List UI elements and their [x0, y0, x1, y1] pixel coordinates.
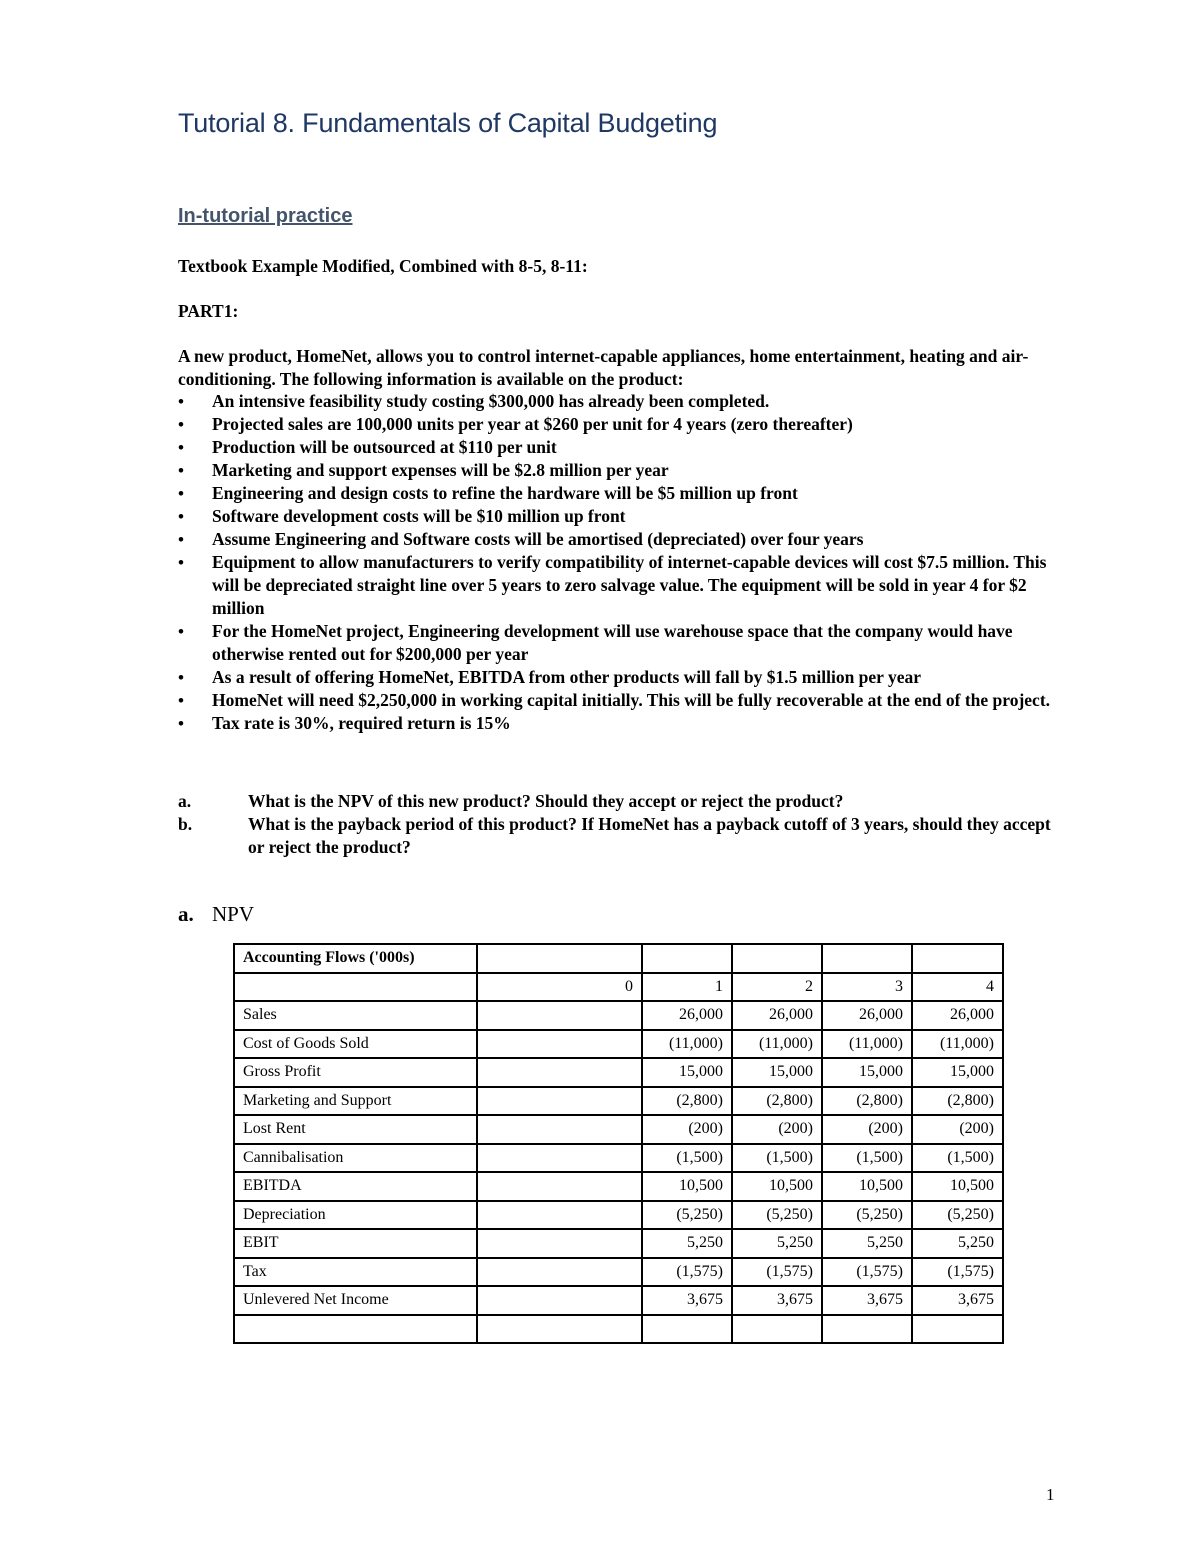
value-cell: (1,500)	[912, 1144, 1003, 1173]
table-cell	[234, 973, 477, 1002]
value-cell: 5,250	[822, 1229, 912, 1258]
value-cell: 15,000	[642, 1058, 732, 1087]
question-a	[178, 790, 1068, 813]
table-row	[234, 1001, 1003, 1030]
section-subheading: In-tutorial practice	[178, 205, 353, 227]
table-year-row	[234, 973, 1003, 1002]
list-item: • Marketing and support expenses will be $2.8 million per year	[178, 459, 1068, 482]
table-cell	[822, 944, 912, 973]
value-cell	[477, 1201, 642, 1230]
table-row	[234, 1229, 1003, 1258]
question-b	[178, 813, 1068, 859]
row-label-cell	[234, 1315, 477, 1344]
value-cell: (1,575)	[822, 1258, 912, 1287]
value-cell: (1,500)	[642, 1144, 732, 1173]
list-item: • As a result of offering HomeNet, EBITDA from other products will fall by $1.5 million per year	[178, 666, 1068, 689]
year-cell: 4	[912, 973, 1003, 1002]
table-row	[234, 1030, 1003, 1059]
value-cell: (2,800)	[822, 1087, 912, 1116]
value-cell: (5,250)	[732, 1201, 822, 1230]
value-cell: (11,000)	[732, 1030, 822, 1059]
value-cell: (1,575)	[642, 1258, 732, 1287]
year-cell: 1	[642, 973, 732, 1002]
table-cell	[642, 944, 732, 973]
table-row	[234, 1315, 1003, 1344]
value-cell: 5,250	[642, 1229, 732, 1258]
value-cell: 15,000	[822, 1058, 912, 1087]
value-cell	[477, 1286, 642, 1315]
list-item: • Projected sales are 100,000 units per year at $260 per unit for 4 years (zero thereafter)	[178, 413, 1068, 436]
value-cell: 26,000	[732, 1001, 822, 1030]
value-cell: 26,000	[912, 1001, 1003, 1030]
value-cell: (5,250)	[912, 1201, 1003, 1230]
value-cell	[822, 1315, 912, 1344]
question-text: What is the NPV of this new product? Should they accept or reject the product?	[248, 791, 844, 811]
value-cell	[477, 1144, 642, 1173]
value-cell: (2,800)	[732, 1087, 822, 1116]
value-cell: 10,500	[732, 1172, 822, 1201]
list-item: • HomeNet will need $2,250,000 in working capital initially. This will be fully recoverable at the end of the project.	[178, 689, 1068, 712]
value-cell: (5,250)	[642, 1201, 732, 1230]
table-cell	[732, 944, 822, 973]
row-label-cell: Unlevered Net Income	[234, 1286, 477, 1315]
value-cell: 26,000	[642, 1001, 732, 1030]
row-label-cell: EBIT	[234, 1229, 477, 1258]
value-cell: 5,250	[732, 1229, 822, 1258]
row-label-cell: Gross Profit	[234, 1058, 477, 1087]
value-cell: 10,500	[912, 1172, 1003, 1201]
value-cell: 3,675	[912, 1286, 1003, 1315]
value-cell	[477, 1229, 642, 1258]
question-label: b.	[178, 814, 193, 834]
section-a-title: NPV	[212, 902, 255, 926]
value-cell: (2,800)	[642, 1087, 732, 1116]
value-cell: (1,500)	[732, 1144, 822, 1173]
table-row	[234, 1172, 1003, 1201]
row-label-cell: Cannibalisation	[234, 1144, 477, 1173]
accounting-flows-table	[233, 943, 1004, 1344]
table-row	[234, 1258, 1003, 1287]
value-cell: (5,250)	[822, 1201, 912, 1230]
list-item: • Equipment to allow manufacturers to verify compatibility of internet-capable devices will cost $7.5 million. This will be depreciated straight line over 5 years to zero salvage value. The equipment will be sold in year 4 for $2 million	[178, 551, 1068, 620]
value-cell: (1,500)	[822, 1144, 912, 1173]
row-label-cell: Cost of Goods Sold	[234, 1030, 477, 1059]
value-cell	[477, 1087, 642, 1116]
table-row	[234, 1201, 1003, 1230]
value-cell: 26,000	[822, 1001, 912, 1030]
value-cell: 3,675	[642, 1286, 732, 1315]
value-cell: 3,675	[732, 1286, 822, 1315]
list-item: • Software development costs will be $10 million up front	[178, 505, 1068, 528]
question-text: What is the payback period of this product? If HomeNet has a payback cutoff of 3 years, should they accept or reject the product?	[248, 814, 1051, 857]
value-cell: 10,500	[822, 1172, 912, 1201]
list-item: • Production will be outsourced at $110 per unit	[178, 436, 1068, 459]
list-item: • Assume Engineering and Software costs will be amortised (depreciated) over four years	[178, 528, 1068, 551]
table-row	[234, 1115, 1003, 1144]
table-header-row	[234, 944, 1003, 973]
value-cell: 10,500	[642, 1172, 732, 1201]
value-cell: (200)	[822, 1115, 912, 1144]
question-list	[178, 790, 1068, 859]
value-cell: (11,000)	[642, 1030, 732, 1059]
list-item: • An intensive feasibility study costing $300,000 has already been completed.	[178, 390, 1068, 413]
section-a-label: a.	[178, 902, 194, 926]
row-label-cell: Tax	[234, 1258, 477, 1287]
value-cell	[912, 1315, 1003, 1344]
table-row	[234, 1144, 1003, 1173]
row-label-cell: Depreciation	[234, 1201, 477, 1230]
value-cell	[477, 1058, 642, 1087]
source-line: Textbook Example Modified, Combined with 8-5, 8-11:	[178, 256, 588, 276]
page-title: Tutorial 8. Fundamentals of Capital Budgeting	[178, 108, 718, 138]
row-label-cell: Lost Rent	[234, 1115, 477, 1144]
table-row	[234, 1286, 1003, 1315]
value-cell: (200)	[642, 1115, 732, 1144]
value-cell: (1,575)	[912, 1258, 1003, 1287]
value-cell	[477, 1030, 642, 1059]
page-number: 1	[1046, 1485, 1055, 1504]
value-cell: 5,250	[912, 1229, 1003, 1258]
year-cell: 2	[732, 973, 822, 1002]
year-cell: 0	[477, 973, 642, 1002]
value-cell	[642, 1315, 732, 1344]
table-row	[234, 1087, 1003, 1116]
value-cell: (11,000)	[912, 1030, 1003, 1059]
value-cell: (2,800)	[912, 1087, 1003, 1116]
value-cell	[732, 1315, 822, 1344]
year-cell: 3	[822, 973, 912, 1002]
assumption-list	[178, 390, 1068, 735]
list-item: • Tax rate is 30%, required return is 15%	[178, 712, 1068, 735]
value-cell	[477, 1172, 642, 1201]
question-label: a.	[178, 791, 192, 811]
section-a-heading	[178, 902, 254, 927]
value-cell	[477, 1258, 642, 1287]
row-label-cell: Sales	[234, 1001, 477, 1030]
value-cell: (1,575)	[732, 1258, 822, 1287]
table-cell	[477, 944, 642, 973]
part-label: PART1:	[178, 301, 239, 321]
intro-paragraph: A new product, HomeNet, allows you to control internet-capable appliances, home entertainment, heating and air-conditioning. The following information is available on the product:	[178, 346, 1029, 389]
value-cell: (200)	[912, 1115, 1003, 1144]
row-label-cell: EBITDA	[234, 1172, 477, 1201]
value-cell: 3,675	[822, 1286, 912, 1315]
list-item: • For the HomeNet project, Engineering development will use warehouse space that the company would have otherwise rented out for $200,000 per year	[178, 620, 1068, 666]
value-cell: 15,000	[732, 1058, 822, 1087]
value-cell: (11,000)	[822, 1030, 912, 1059]
value-cell	[477, 1001, 642, 1030]
value-cell: (200)	[732, 1115, 822, 1144]
table-cell	[912, 944, 1003, 973]
value-cell	[477, 1115, 642, 1144]
list-item: • Engineering and design costs to refine the hardware will be $5 million up front	[178, 482, 1068, 505]
value-cell: 15,000	[912, 1058, 1003, 1087]
table-header-cell: Accounting Flows ('000s)	[234, 944, 477, 973]
value-cell	[477, 1315, 642, 1344]
row-label-cell: Marketing and Support	[234, 1087, 477, 1116]
table-row	[234, 1058, 1003, 1087]
